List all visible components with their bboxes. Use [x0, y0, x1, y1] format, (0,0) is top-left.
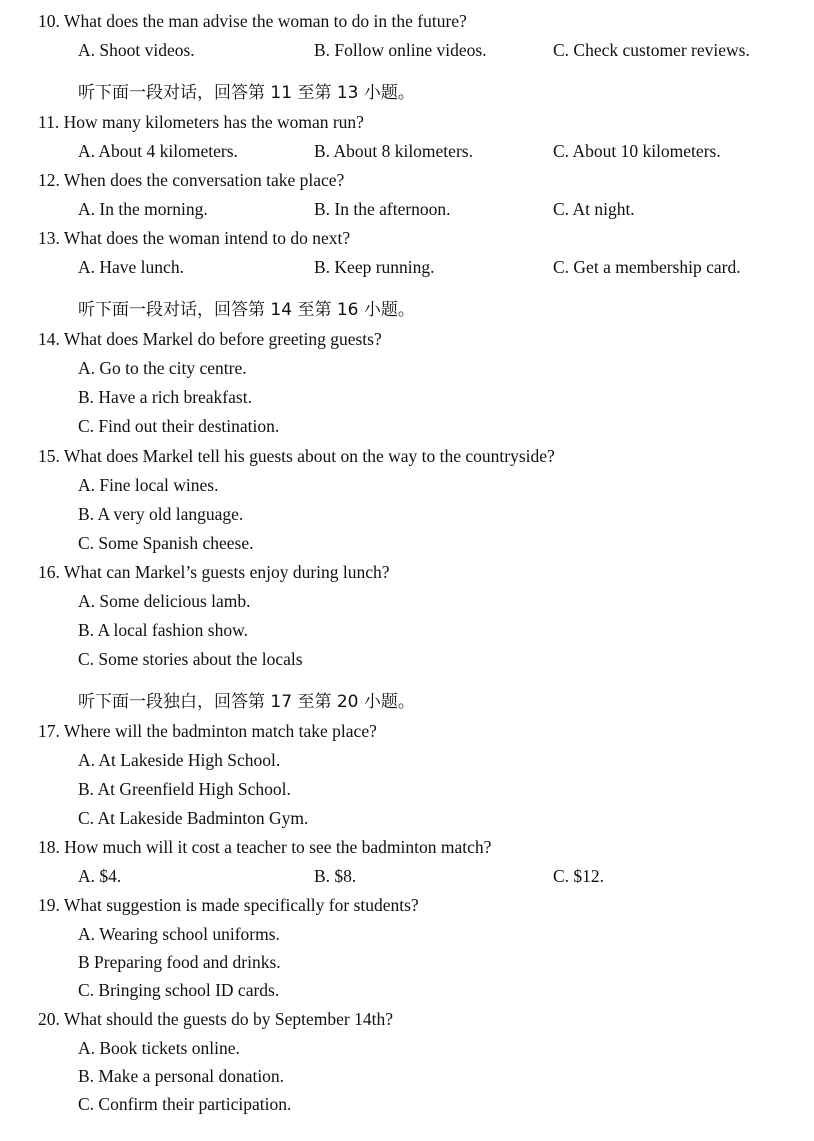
question-17: 17. Where will the badminton match take place?	[38, 721, 377, 741]
q16-option-a: A. Some delicious lamb.	[78, 591, 251, 611]
question-11: 11. How many kilometers has the woman run?	[38, 112, 364, 132]
q13-option-a: A. Have lunch.	[78, 257, 184, 277]
section-heading-17-20: 听下面一段独白，回答第 17 至第 20 小题。	[78, 692, 415, 712]
q14-option-a: A. Go to the city centre.	[78, 358, 247, 378]
q17-option-c: C. At Lakeside Badminton Gym.	[78, 808, 309, 828]
q19-option-b: B Preparing food and drinks.	[78, 952, 281, 972]
q20-option-c: C. Confirm their participation.	[78, 1094, 292, 1114]
q12-option-b: B. In the afternoon.	[314, 199, 451, 219]
q17-option-a: A. At Lakeside High School.	[78, 750, 281, 770]
question-20: 20. What should the guests do by September 14th?	[38, 1009, 393, 1029]
q18-option-c: C. $12.	[553, 866, 605, 886]
q14-option-c: C. Find out their destination.	[78, 416, 280, 436]
q13-option-c: C. Get a membership card.	[553, 257, 741, 277]
q19-option-c: C. Bringing school ID cards.	[78, 980, 280, 1000]
section-heading-14-16: 听下面一段对话，回答第 14 至第 16 小题。	[78, 300, 415, 320]
q14-option-b: B. Have a rich breakfast.	[78, 387, 252, 407]
question-12: 12. When does the conversation take place?	[38, 170, 345, 190]
q18-option-b: B. $8.	[314, 866, 357, 886]
q10-option-a: A. Shoot videos.	[78, 40, 195, 60]
q15-option-a: A. Fine local wines.	[78, 475, 219, 495]
q10-option-c: C. Check customer reviews.	[553, 40, 750, 60]
question-14: 14. What does Markel do before greeting guests?	[38, 329, 382, 349]
q11-option-a: A. About 4 kilometers.	[78, 141, 238, 161]
question-15: 15. What does Markel tell his guests about on the way to the countryside?	[38, 446, 555, 466]
q19-option-a: A. Wearing school uniforms.	[78, 924, 280, 944]
q18-option-a: A. $4.	[78, 866, 122, 886]
q15-option-c: C. Some Spanish cheese.	[78, 533, 254, 553]
q10-option-b: B. Follow online videos.	[314, 40, 487, 60]
q12-option-a: A. In the morning.	[78, 199, 208, 219]
q12-option-c: C. At night.	[553, 199, 635, 219]
question-13: 13. What does the woman intend to do next?	[38, 228, 351, 248]
question-18: 18. How much will it cost a teacher to see the badminton match?	[38, 837, 492, 857]
q13-option-b: B. Keep running.	[314, 257, 435, 277]
q17-option-b: B. At Greenfield High School.	[78, 779, 291, 799]
q15-option-b: B. A very old language.	[78, 504, 244, 524]
section-heading-11-13: 听下面一段对话，回答第 11 至第 13 小题。	[78, 83, 415, 103]
q16-option-b: B. A local fashion show.	[78, 620, 248, 640]
q11-option-c: C. About 10 kilometers.	[553, 141, 721, 161]
question-19: 19. What suggestion is made specifically for students?	[38, 895, 419, 915]
q16-option-c: C. Some stories about the locals	[78, 649, 303, 669]
q20-option-b: B. Make a personal donation.	[78, 1066, 285, 1086]
q11-option-b: B. About 8 kilometers.	[314, 141, 473, 161]
q20-option-a: A. Book tickets online.	[78, 1038, 240, 1058]
question-16: 16. What can Markel’s guests enjoy during lunch?	[38, 562, 390, 582]
question-10: 10. What does the man advise the woman to do in the future?	[38, 11, 467, 31]
